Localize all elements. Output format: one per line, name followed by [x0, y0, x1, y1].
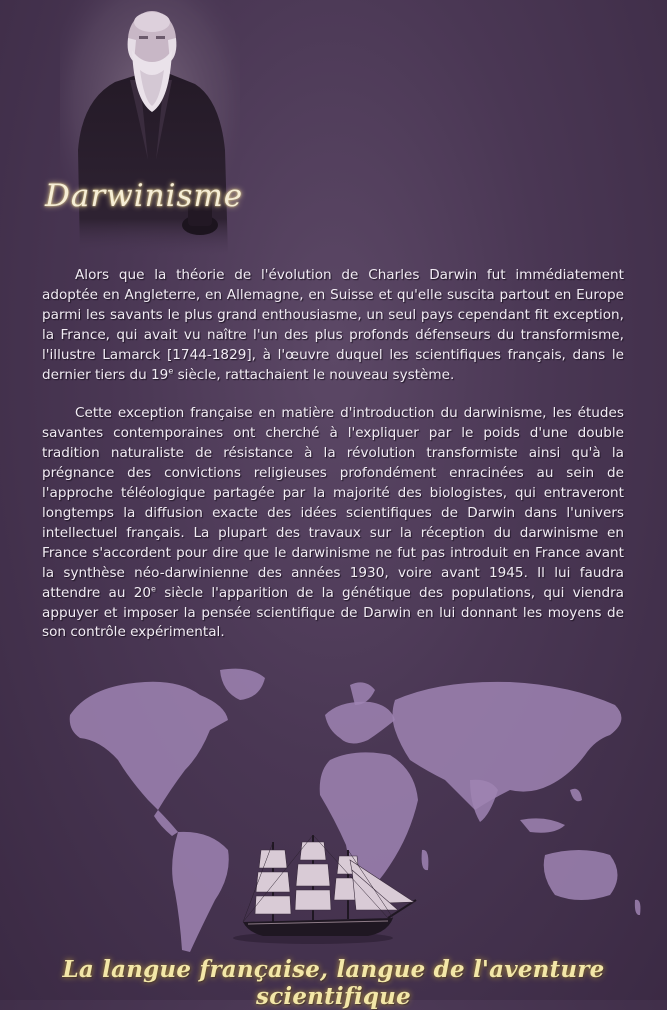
century-superscript: e: [151, 584, 156, 594]
footer-slogan: La langue française, langue de l'aventure scientifique: [62, 956, 605, 1010]
paragraph-2-text-end: siècle l'apparition de la génétique des populations, qui viendra appuyer et imposer la pensée scientifique de Darwin en lui donnant les moyens de son contrôle expérimental.: [42, 584, 624, 641]
paragraph-1: [42, 266, 624, 385]
paragraph-2: [42, 404, 624, 643]
sailing-ship: [228, 830, 418, 950]
article-body: [42, 266, 624, 662]
paragraph-1-text: Alors que la théorie de l'évolution de Charles Darwin fut immédiatement adoptée en Angleterre, en Allemagne, en Suisse et qu'elle suscita partout en Europe parmi les savants le plus grand enthousiasme, un seul pays cependant fit exception, la France, qui avait vu naître l'un des plus profonds défenseurs du transformisme, l'illustre Lamarck [1744-1829], à l'œuvre duquel les scientifiques français, dans le dernier tiers du 19: [42, 267, 624, 383]
paragraph-2-text: Cette exception française en matière d'introduction du darwinisme, les études savantes contemporaines ont cherché à l'expliquer par le poids d'une double tradition naturaliste de résistance à la révolution transformiste ainsi qu'à la prégnance des convictions religieuses profondément enracinées au sein de l'approche téléologique partagée par la majorité des biologistes, qui entraveront longtemps la diffusion exacte des idées scientifiques de Darwin dans l'univers intellectuel français. La plupart des travaux sur la réception du darwinisme en France s'accordent pour dire que le darwinisme ne fut pas introduit en France avant la synthèse néo-darwinienne des années 1930, voire avant 1945. Il lui faudra attendre au 20: [42, 405, 624, 601]
darwin-portrait: [60, 0, 240, 255]
paragraph-1-text-end: siècle, rattachaient le nouveau système.: [173, 366, 455, 383]
page-title: Darwinisme: [45, 178, 244, 214]
century-superscript: e: [168, 366, 174, 375]
